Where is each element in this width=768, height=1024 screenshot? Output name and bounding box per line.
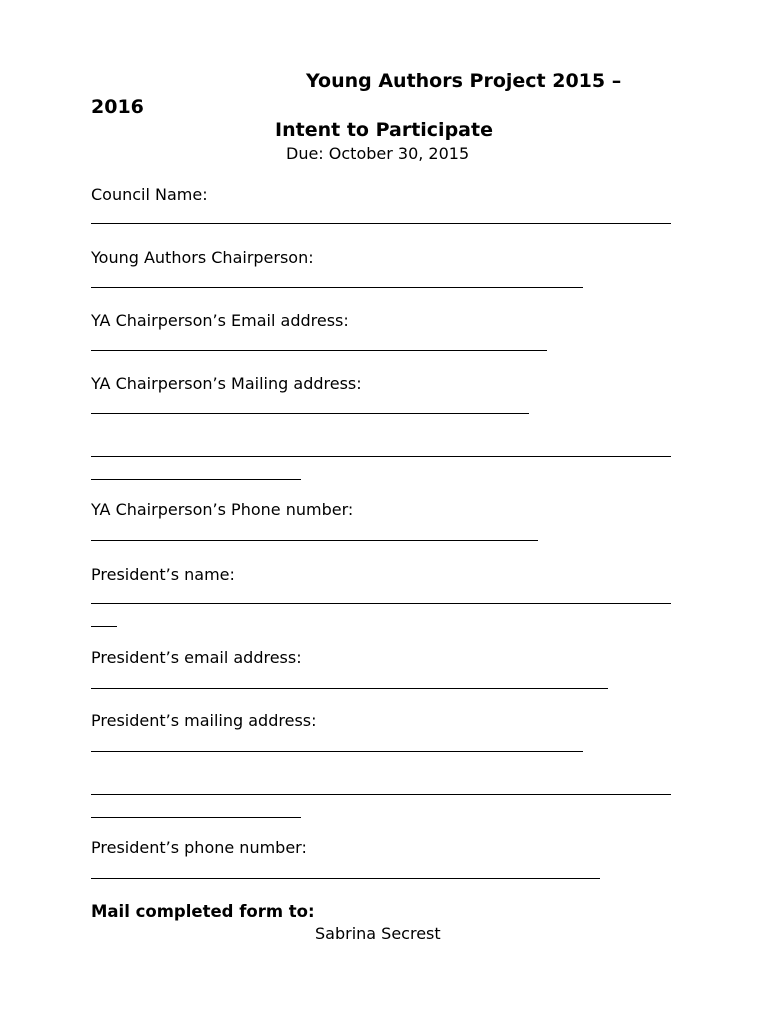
blank-line-president-mailing-1[interactable] [91, 751, 583, 752]
mail-heading: Mail completed form to: [91, 902, 315, 921]
due-date: Due: October 30, 2015 [286, 144, 470, 163]
blank-line-chair-mailing-2[interactable] [91, 456, 671, 457]
field-label-president-name: President’s name: [91, 565, 235, 584]
field-label-chair-mailing: YA Chairperson’s Mailing address: [91, 374, 362, 393]
blank-line-chair-mailing-3[interactable] [91, 479, 301, 480]
blank-line-president-name-1[interactable] [91, 603, 671, 604]
blank-line-president-mailing-3[interactable] [91, 817, 301, 818]
form-title [0, 119, 768, 141]
title-line-2: 2016 [91, 96, 144, 118]
field-label-president-phone: President’s phone number: [91, 838, 307, 857]
field-label-chair-email: YA Chairperson’s Email address: [91, 311, 349, 330]
field-label-president-email: President’s email address: [91, 648, 302, 667]
blank-line-president-phone[interactable] [91, 878, 600, 879]
blank-line-president-email[interactable] [91, 688, 608, 689]
title-line-1: Young Authors Project 2015 – [306, 70, 622, 92]
field-label-council-name: Council Name: [91, 185, 208, 204]
form-title-text: Intent to Participate [275, 119, 493, 141]
blank-line-chair-email[interactable] [91, 350, 547, 351]
blank-line-chair-phone[interactable] [91, 540, 538, 541]
field-label-president-mailing: President’s mailing address: [91, 711, 317, 730]
blank-line-president-mailing-2[interactable] [91, 794, 671, 795]
recipient-name: Sabrina Secrest [315, 924, 441, 943]
field-label-chair-phone: YA Chairperson’s Phone number: [91, 500, 354, 519]
blank-line-chair-mailing-1[interactable] [91, 413, 529, 414]
blank-line-council-name[interactable] [91, 223, 671, 224]
field-label-chairperson: Young Authors Chairperson: [91, 248, 314, 267]
blank-line-president-name-2[interactable] [91, 626, 117, 627]
blank-line-chairperson[interactable] [91, 287, 583, 288]
